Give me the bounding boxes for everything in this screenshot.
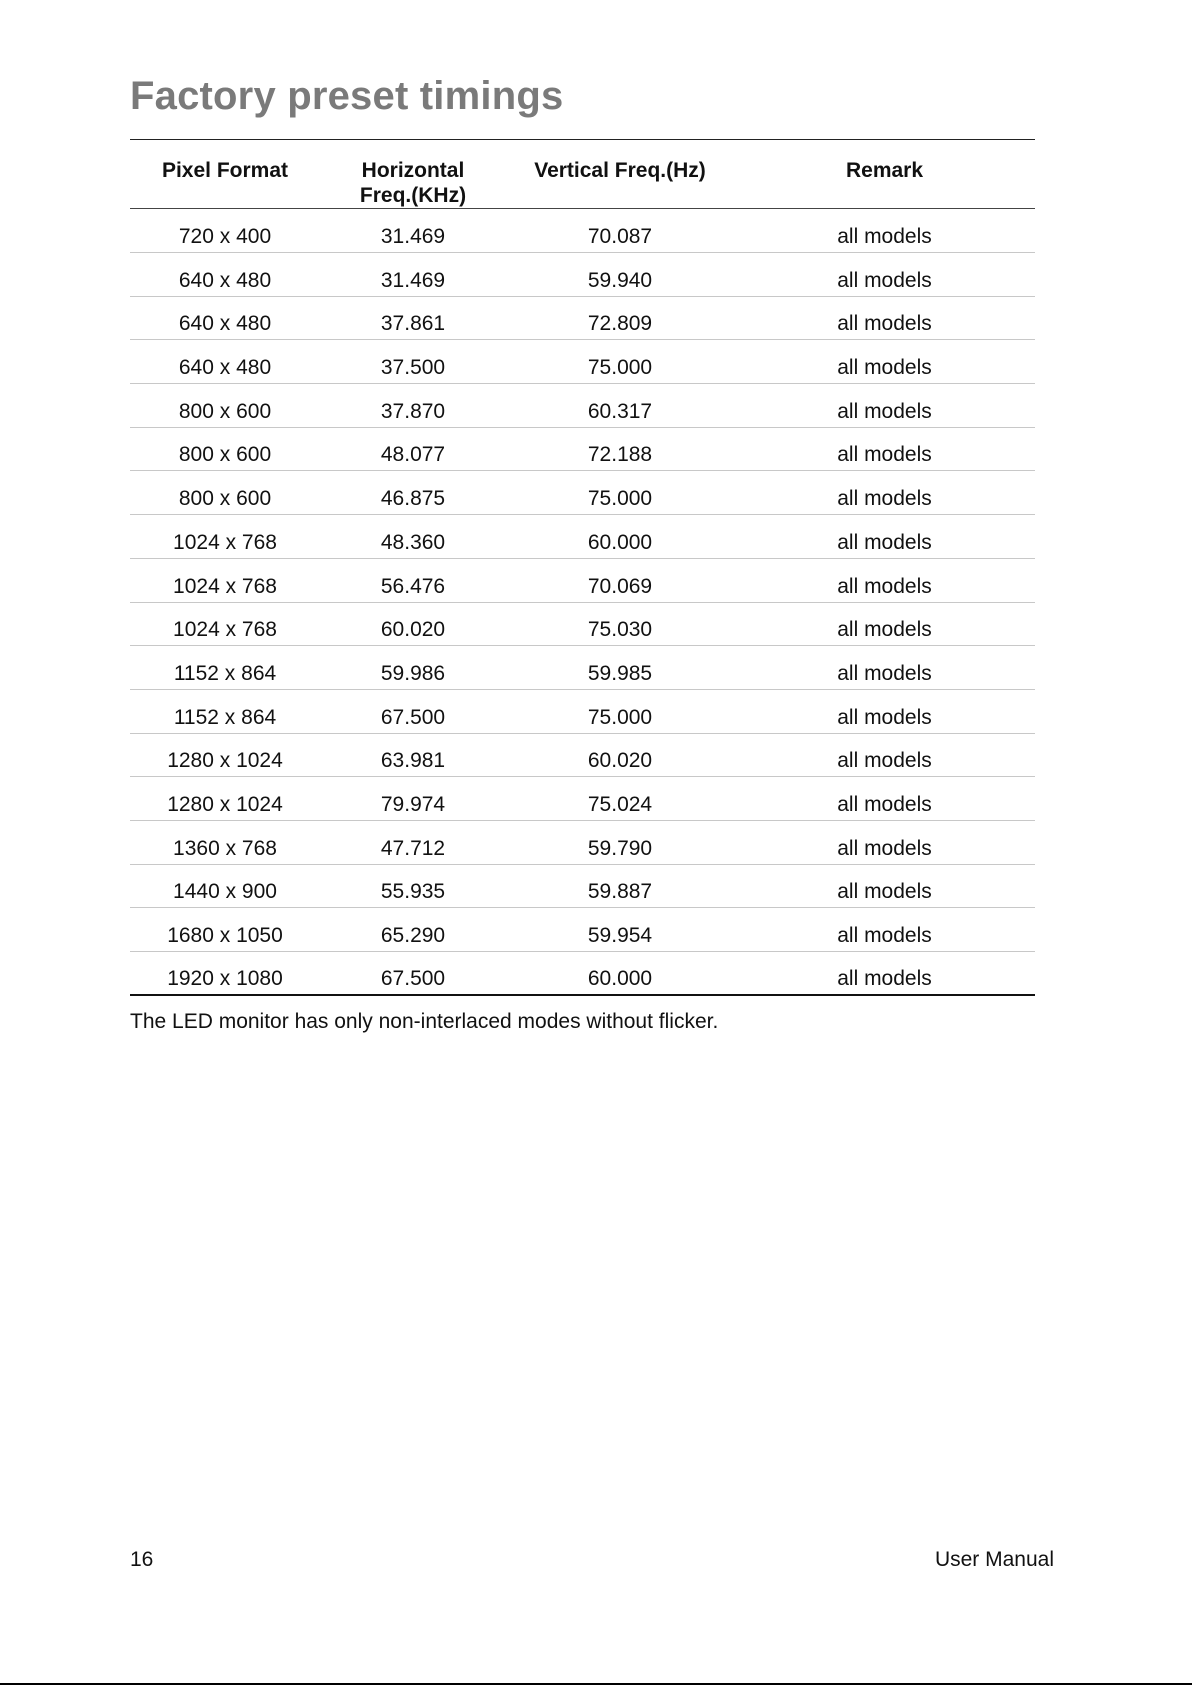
cell-horizontal-freq: 63.981 [380,749,446,773]
cell-pixel-format: 1920 x 1080 [167,967,283,991]
cell-horizontal-freq: 56.476 [380,574,446,598]
cell-horizontal-freq: 48.360 [380,530,446,554]
cell-horizontal-freq: 59.986 [380,661,446,685]
cell-remark: all models [837,530,932,554]
cell-vertical-freq: 59.940 [587,268,653,292]
cell-vertical-freq: 75.024 [587,792,653,816]
table-row [130,471,1035,515]
footer-page-number: 16 [130,1548,154,1571]
cell-horizontal-freq: 37.870 [380,399,446,423]
cell-horizontal-freq: 31.469 [380,225,446,248]
cell-horizontal-freq: 31.469 [380,268,446,292]
cell-remark: all models [837,268,932,292]
table-row [130,253,1035,297]
cell-remark: all models [837,661,932,685]
timings-table [130,139,1035,996]
header-horizontal-line1: Horizontal [361,159,465,182]
cell-pixel-format: 1152 x 864 [173,661,277,685]
cell-vertical-freq: 59.985 [587,661,653,685]
cell-pixel-format: 1024 x 768 [173,574,277,598]
cell-pixel-format: 640 x 480 [178,312,272,336]
cell-horizontal-freq: 37.500 [380,356,446,380]
cell-remark: all models [837,880,932,904]
footer-label: User Manual [934,1548,1054,1571]
cell-remark: all models [837,574,932,598]
header-remark: Remark [845,159,924,182]
cell-horizontal-freq: 37.861 [380,312,446,336]
table-row [130,384,1035,428]
cell-pixel-format: 640 x 480 [178,356,272,380]
cell-remark: all models [837,356,932,380]
cell-remark: all models [837,749,932,773]
cell-vertical-freq: 60.000 [587,967,653,991]
header-horizontal-line2: Freq.(KHz) [359,184,467,207]
table-row [130,952,1035,996]
header-row [130,140,1035,209]
table-row [130,427,1035,471]
header-horizontal-freq [320,140,506,209]
cell-vertical-freq: 60.000 [587,530,653,554]
page-title: Factory preset timings [130,74,564,118]
cell-remark: all models [837,967,932,991]
cell-horizontal-freq: 79.974 [380,792,446,816]
cell-horizontal-freq: 48.077 [380,443,446,467]
table-row [130,908,1035,952]
cell-remark: all models [837,836,932,860]
cell-remark: all models [837,618,932,642]
cell-vertical-freq: 59.954 [587,924,653,947]
cell-pixel-format: 1440 x 900 [173,880,277,904]
table-row [130,820,1035,864]
cell-vertical-freq: 70.069 [587,574,653,598]
table-row [130,864,1035,908]
cell-vertical-freq: 75.030 [587,618,653,642]
cell-remark: all models [837,792,932,816]
cell-remark: all models [837,225,932,248]
cell-pixel-format: 800 x 600 [178,443,272,467]
cell-pixel-format: 1680 x 1050 [167,924,283,947]
cell-horizontal-freq: 46.875 [380,487,446,511]
cell-pixel-format: 1280 x 1024 [167,792,283,816]
table-row [130,777,1035,821]
cell-pixel-format: 800 x 600 [178,487,272,511]
cell-vertical-freq: 75.000 [587,705,653,729]
table-row [130,689,1035,733]
cell-pixel-format: 1024 x 768 [173,618,277,642]
cell-vertical-freq: 72.809 [587,312,653,336]
cell-vertical-freq: 75.000 [587,356,653,380]
table-body [130,209,1035,996]
cell-pixel-format: 1024 x 768 [173,530,277,554]
table-row [130,602,1035,646]
cell-pixel-format: 1360 x 768 [173,836,277,860]
cell-horizontal-freq: 65.290 [380,924,446,947]
table-row [130,209,1035,253]
cell-remark: all models [837,399,932,423]
cell-horizontal-freq: 60.020 [380,618,446,642]
cell-remark: all models [837,705,932,729]
header-pixel-format: Pixel Format [161,159,289,182]
cell-vertical-freq: 60.317 [587,399,653,423]
table-row [130,296,1035,340]
table-row [130,646,1035,690]
cell-vertical-freq: 70.087 [587,225,653,248]
table-row [130,733,1035,777]
cell-remark: all models [837,312,932,336]
cell-vertical-freq: 60.020 [587,749,653,773]
header-vertical-freq: Vertical Freq.(Hz) [534,159,706,182]
cell-vertical-freq: 59.887 [587,880,653,904]
cell-remark: all models [837,487,932,511]
cell-horizontal-freq: 55.935 [380,880,446,904]
cell-horizontal-freq: 67.500 [380,705,446,729]
table-row [130,340,1035,384]
table-row [130,558,1035,602]
note-text: The LED monitor has only non-interlaced modes without flicker. [130,1010,719,1033]
table-row [130,515,1035,559]
cell-horizontal-freq: 47.712 [380,836,446,860]
cell-pixel-format: 1152 x 864 [173,705,277,729]
cell-vertical-freq: 75.000 [587,487,653,511]
cell-pixel-format: 800 x 600 [178,399,272,423]
cell-horizontal-freq: 67.500 [380,967,446,991]
cell-remark: all models [837,924,932,947]
cell-pixel-format: 720 x 400 [178,225,272,248]
cell-pixel-format: 640 x 480 [178,268,272,292]
cell-vertical-freq: 72.188 [587,443,653,467]
cell-pixel-format: 1280 x 1024 [167,749,283,773]
table-header [130,140,1035,209]
cell-vertical-freq: 59.790 [587,836,653,860]
cell-remark: all models [837,443,932,467]
